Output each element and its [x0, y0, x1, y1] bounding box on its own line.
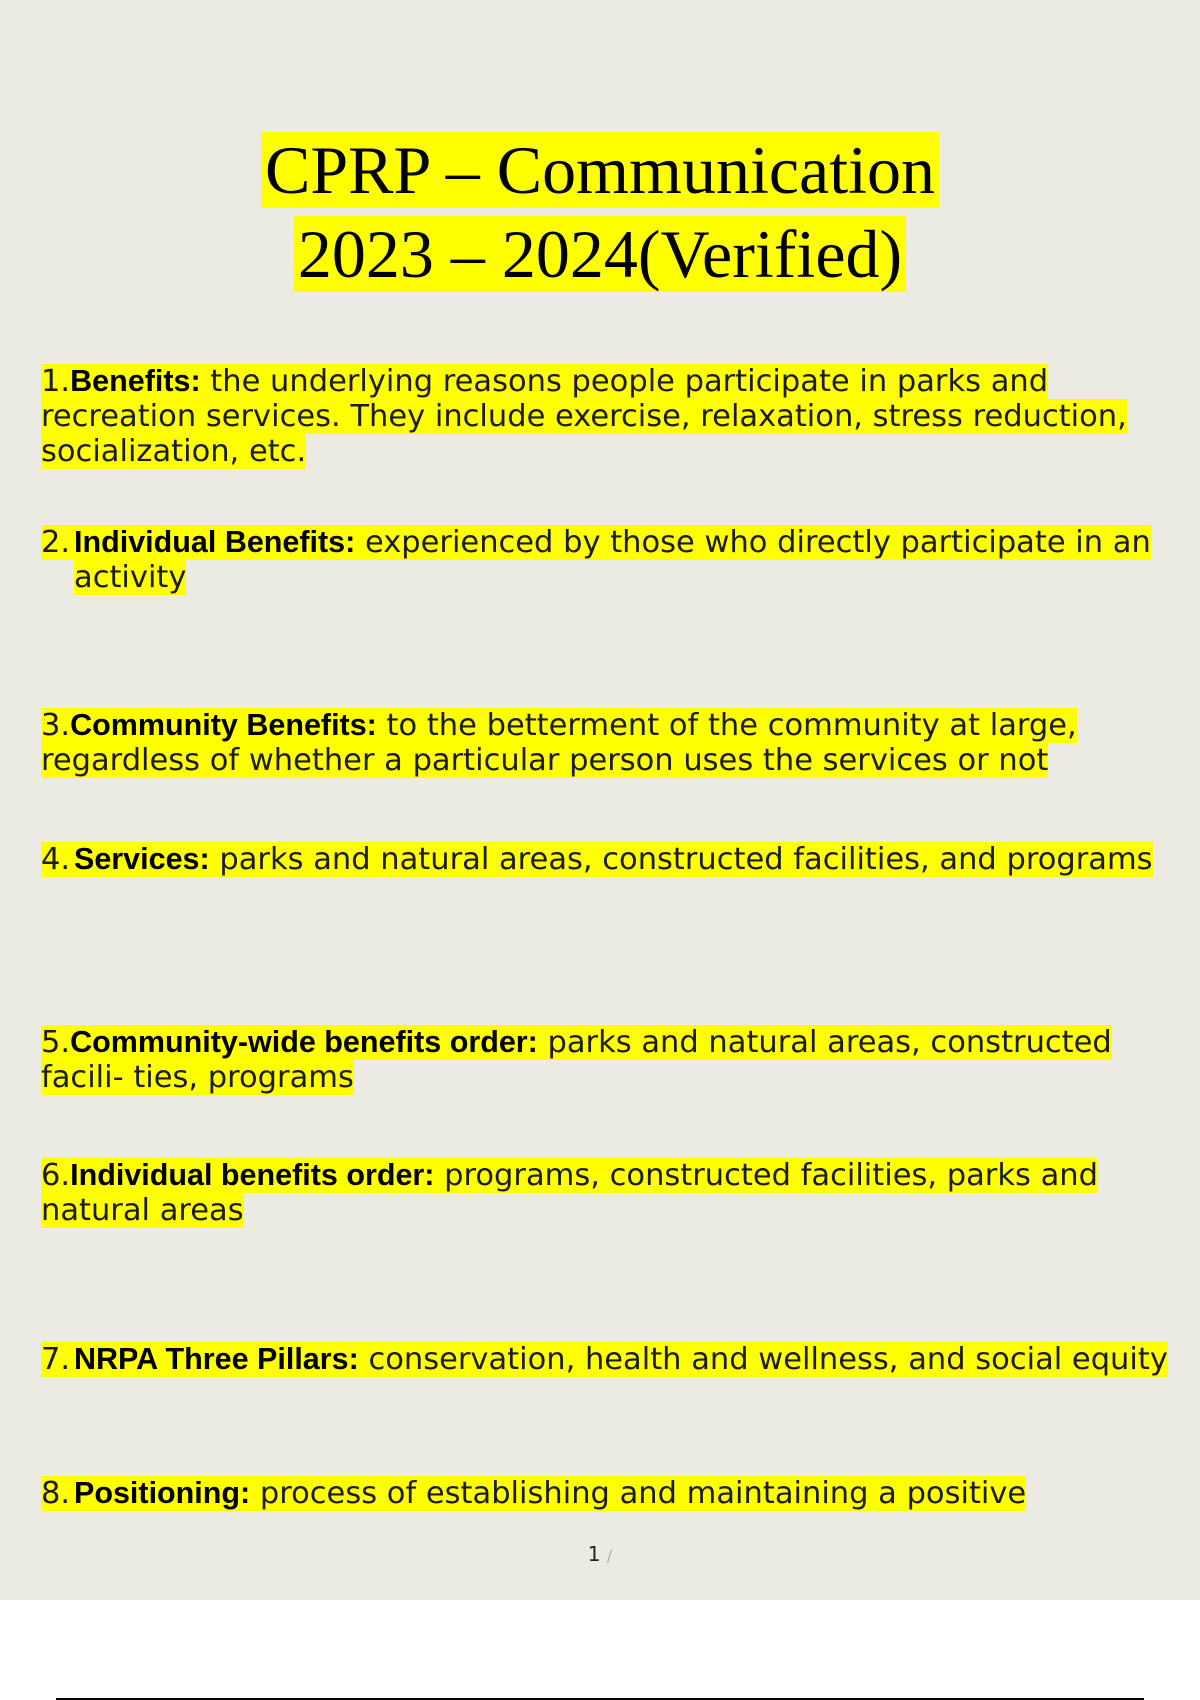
document-title — [0, 128, 1200, 296]
item-number: 5. — [41, 1025, 71, 1060]
list-item — [41, 708, 1176, 778]
list-item — [41, 364, 1176, 469]
title-line-2: 2023 – 2024(Verified) — [294, 216, 906, 292]
item-term: Individual Benefits: — [74, 525, 356, 559]
item-number: 2. — [41, 525, 71, 560]
item-definition: process of establishing and maintaining a positive — [250, 1476, 1027, 1511]
item-term: Individual benefits order: — [70, 1158, 435, 1192]
list-item — [41, 1342, 1176, 1377]
item-number: 7. — [41, 1342, 71, 1377]
item-number: 4. — [41, 842, 71, 877]
item-definition: parks and natural areas, constructed facili- ties, programs — [41, 1025, 1112, 1095]
page-number — [0, 1542, 1200, 1566]
item-term: Community-wide benefits order: — [70, 1025, 538, 1059]
item-definition: the underlying reasons people participate in parks and recreation services. They include exercise, relaxation, stress reduction, socialization, etc. — [41, 364, 1127, 469]
item-definition: conservation, health and wellness, and social equity — [358, 1342, 1168, 1377]
item-number: 6. — [41, 1158, 71, 1193]
list-item — [41, 842, 1176, 877]
item-number: 1. — [41, 364, 71, 399]
item-term: Positioning: — [74, 1476, 251, 1510]
item-term: Benefits: — [70, 364, 201, 398]
item-definition: to the betterment of the community at large, regardless of whether a particular person uses the services or not — [41, 708, 1077, 778]
item-definition: parks and natural areas, constructed facilities, and programs — [209, 842, 1153, 877]
title-line-1: CPRP – Communication — [261, 132, 939, 208]
item-number: 3. — [41, 708, 71, 743]
item-definition: experienced by those who directly participate in an activity — [74, 525, 1151, 595]
page-number-value: 1 — [587, 1542, 601, 1566]
item-term: Community Benefits: — [70, 708, 377, 742]
list-item — [41, 1025, 1176, 1095]
list-item — [41, 1476, 1176, 1511]
page-number-separator: / — [606, 1546, 613, 1565]
item-term: Services: — [74, 842, 210, 876]
list-item — [41, 525, 1176, 595]
item-term: NRPA Three Pillars: — [74, 1342, 359, 1376]
item-number: 8. — [41, 1476, 71, 1511]
list-item — [41, 1158, 1176, 1228]
item-definition: programs, constructed facilities, parks and natural areas — [41, 1158, 1098, 1228]
